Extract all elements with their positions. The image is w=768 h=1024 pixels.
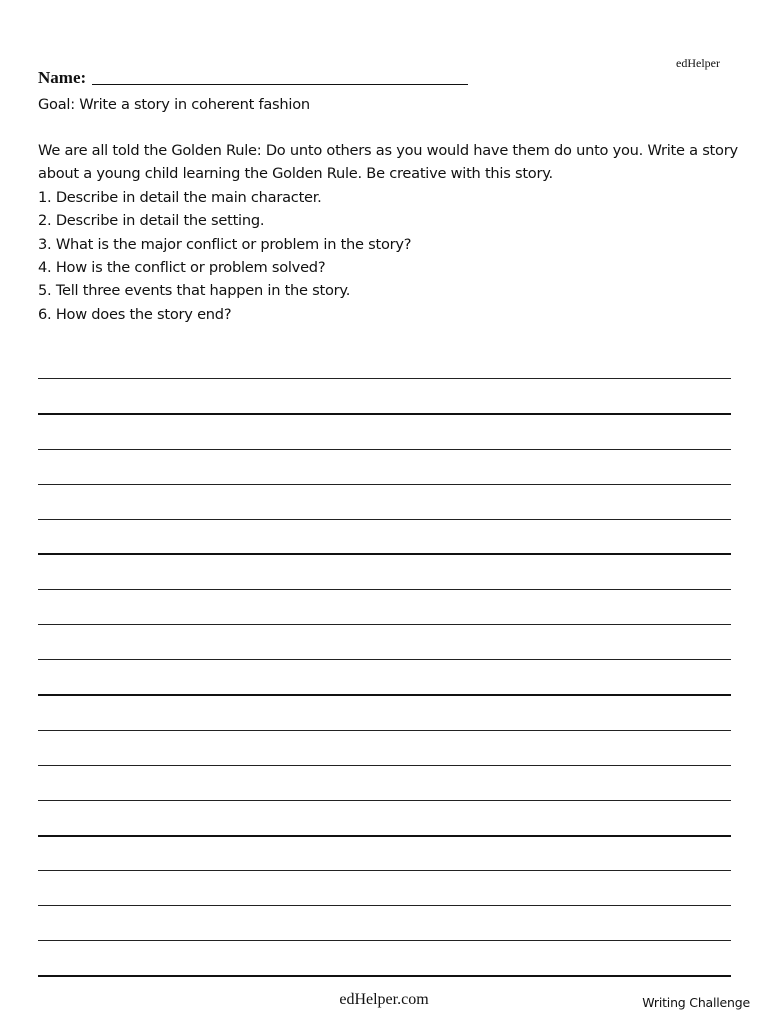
writing-line[interactable] [38, 413, 731, 415]
writing-line[interactable] [38, 800, 731, 801]
prompt-step: 3. What is the major conflict or problem in the story? [38, 235, 412, 253]
prompt-paragraph: We are all told the Golden Rule: Do unto others as you would have them do unto you. Write a story about a young child learning the Golden Rule. Be creative with this story. [38, 142, 738, 183]
writing-line[interactable] [38, 624, 731, 625]
writing-line[interactable] [38, 835, 731, 837]
brand-header: edHelper [676, 56, 720, 70]
writing-line[interactable] [38, 659, 731, 660]
name-row [38, 68, 468, 88]
writing-line[interactable] [38, 553, 731, 555]
writing-lines [38, 378, 731, 1011]
footer-label: Writing Challenge [642, 995, 750, 1010]
writing-line[interactable] [38, 730, 731, 731]
footer-site: edHelper.com [339, 991, 429, 1008]
writing-line[interactable] [38, 589, 731, 590]
prompt-steps-list [38, 186, 738, 326]
prompt-step: 1. Describe in detail the main character. [38, 188, 322, 206]
name-label: Name: [38, 68, 87, 87]
prompt-section [38, 139, 738, 326]
writing-line[interactable] [38, 449, 731, 450]
writing-line[interactable] [38, 975, 731, 977]
writing-line[interactable] [38, 694, 731, 696]
writing-line[interactable] [38, 484, 731, 485]
writing-line[interactable] [38, 870, 731, 871]
writing-line[interactable] [38, 519, 731, 520]
prompt-step: 6. How does the story end? [38, 305, 232, 323]
prompt-step: 5. Tell three events that happen in the story. [38, 282, 351, 300]
name-blank-line[interactable] [92, 84, 468, 85]
writing-line[interactable] [38, 378, 731, 379]
prompt-step: 4. How is the conflict or problem solved? [38, 259, 326, 277]
prompt-step: 2. Describe in detail the setting. [38, 212, 265, 230]
writing-line[interactable] [38, 940, 731, 941]
writing-line[interactable] [38, 765, 731, 766]
writing-line[interactable] [38, 905, 731, 906]
goal-text: Goal: Write a story in coherent fashion [38, 96, 310, 113]
